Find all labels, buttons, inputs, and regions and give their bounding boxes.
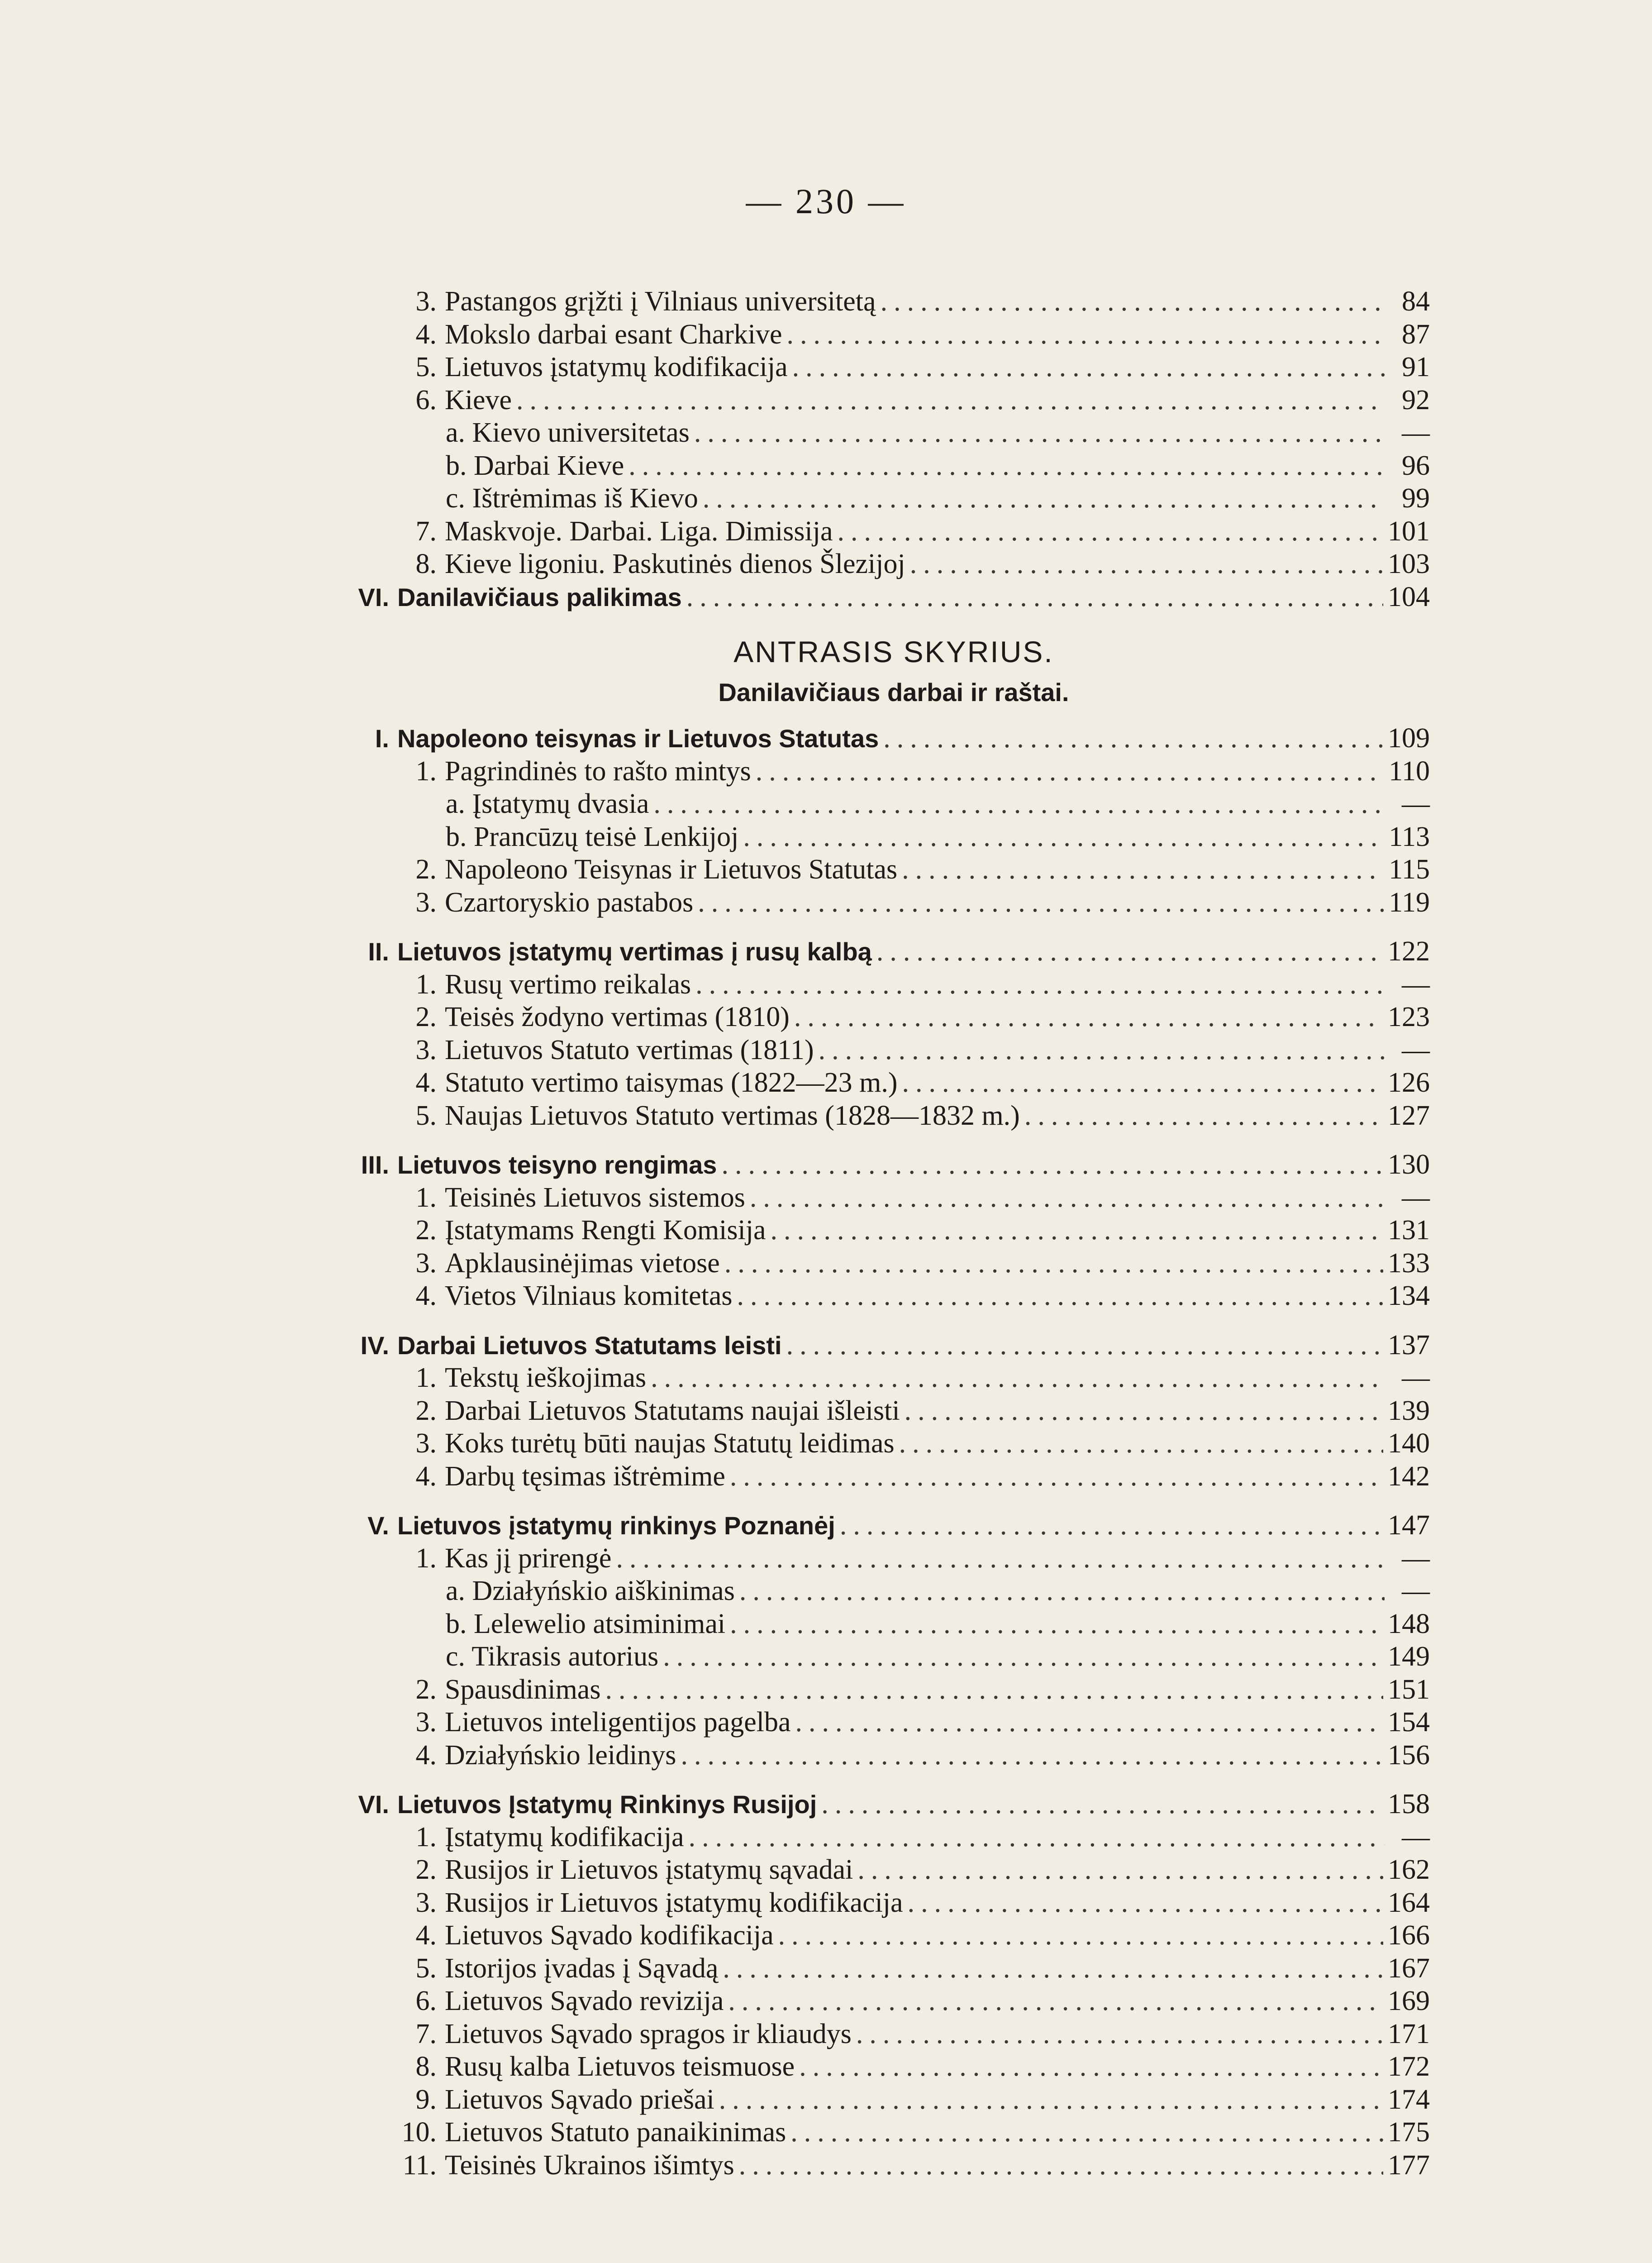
toc-entry-title: Kieve ligoniu. Paskutinės dienos Šlezijoj <box>445 549 905 579</box>
dot-leader <box>899 1427 1383 1460</box>
dot-leader <box>778 1919 1383 1952</box>
toc-entry-page: 175 <box>1388 2117 1430 2148</box>
toc-entry-number: 3. <box>415 887 437 918</box>
toc-entry <box>357 1575 1430 1608</box>
toc-entry-title: Pastangos grįžti į Vilniaus universitetą <box>445 286 876 317</box>
toc-entry <box>357 1886 1430 1919</box>
toc-entry-page: 101 <box>1388 516 1430 547</box>
toc-entry-title: Teisinės Lietuvos sistemos <box>445 1182 745 1213</box>
dot-leader <box>689 1821 1385 1854</box>
dot-leader <box>799 2050 1383 2083</box>
toc-entry-page: 122 <box>1388 936 1430 967</box>
toc-entry-page: — <box>1402 1182 1430 1213</box>
toc-entry <box>357 1673 1430 1706</box>
toc-entry-page: — <box>1402 788 1430 819</box>
dot-leader <box>737 1280 1383 1313</box>
dot-leader <box>856 2018 1383 2051</box>
toc-entry <box>357 1509 1430 1542</box>
toc-entry-page: 119 <box>1389 887 1430 918</box>
toc-entry-number: 3. <box>415 1034 437 1065</box>
toc-entry-title: a. Działyńskio aiškinimas <box>446 1576 735 1606</box>
toc-entry <box>357 853 1430 886</box>
toc-entry <box>357 482 1430 515</box>
toc-entry-number: 8. <box>415 549 437 579</box>
toc-entry <box>357 416 1430 449</box>
toc-entry-title: b. Lelewelio atsiminimai <box>446 1608 726 1639</box>
toc-entry <box>357 788 1430 821</box>
dot-leader <box>1024 1099 1383 1132</box>
toc-entry <box>357 1214 1430 1247</box>
toc-entry-page: 96 <box>1402 450 1430 481</box>
toc-entry-number: 9. <box>415 2084 437 2115</box>
toc-entry-title: Statuto vertimo taisymas (1822—23 m.) <box>445 1067 898 1098</box>
toc-entry-title: a. Įstatymų dvasia <box>446 788 649 819</box>
toc-entry-title: Kieve <box>445 384 512 415</box>
toc-entry-page: 142 <box>1388 1461 1430 1492</box>
toc-entry <box>357 1394 1430 1428</box>
toc-group-II <box>357 935 1430 1132</box>
toc-entry <box>357 1985 1430 2018</box>
toc-entry <box>357 581 1430 614</box>
dot-leader <box>910 548 1383 581</box>
toc-entry-page: 113 <box>1389 821 1430 852</box>
toc-entry <box>357 515 1430 548</box>
dot-leader <box>819 1034 1385 1067</box>
toc-entry-number: 10. <box>401 2117 437 2148</box>
toc-entry <box>357 2050 1430 2083</box>
toc-entry-title: b. Darbai Kieve <box>446 450 624 481</box>
toc-entry <box>357 1034 1430 1067</box>
toc-entry-number: 5. <box>415 1953 437 1984</box>
toc-entry-number: 8. <box>415 2051 437 2082</box>
dot-leader <box>881 285 1385 318</box>
dot-leader <box>857 1853 1383 1886</box>
toc-entry-page: — <box>1402 1542 1430 1574</box>
toc-entry <box>357 2018 1430 2051</box>
dot-leader <box>724 1247 1383 1280</box>
dot-leader <box>739 2149 1383 2182</box>
toc-entry <box>357 384 1430 417</box>
toc-entry <box>357 1099 1430 1132</box>
toc-entry-number: 3. <box>415 1887 437 1918</box>
toc-entry-title: Lietuvos Sąvado spragos ir kliaudys <box>445 2018 852 2049</box>
dot-leader <box>730 1608 1383 1641</box>
toc-entry-title: Koks turėtų būti naujas Statutų leidimas <box>445 1428 895 1459</box>
dot-leader <box>902 853 1384 886</box>
dot-leader <box>790 2116 1383 2149</box>
toc-entry-title: Lietuvos Sąvado kodifikacija <box>445 1920 774 1951</box>
toc-entry-number: 4. <box>415 1739 437 1771</box>
toc-entry-page: 99 <box>1402 483 1430 514</box>
toc-entry-page: 151 <box>1388 1674 1430 1705</box>
dot-leader <box>792 351 1385 384</box>
toc-entry-page: 140 <box>1388 1428 1430 1459</box>
toc-entry-title: a. Kievo universitetas <box>446 417 690 448</box>
toc-entry <box>357 821 1430 854</box>
toc-entry-title: Rusijos ir Lietuvos įstatymų kodifikacija <box>445 1887 903 1918</box>
toc-entry-page: 149 <box>1388 1641 1430 1672</box>
dot-leader <box>883 722 1383 755</box>
toc-entry-number: 2. <box>415 1215 437 1246</box>
toc-entry-title: Įstatymų kodifikacija <box>445 1821 684 1852</box>
dot-leader <box>719 2083 1383 2116</box>
toc-entry-title: Lietuvos Statuto panaikinimas <box>445 2117 786 2148</box>
toc-entry-page: 139 <box>1388 1395 1430 1426</box>
toc-entry-title: Lietuvos Sąvado revizija <box>445 1986 724 2016</box>
toc-entry-page: 126 <box>1388 1067 1430 1098</box>
toc-entry-number: 4. <box>415 1280 437 1311</box>
toc-entry-number: 2. <box>415 1674 437 1705</box>
toc-entry-title: Įstatymams Rengti Komisija <box>445 1215 766 1246</box>
toc-entry-number: 6. <box>415 384 437 415</box>
toc-entry <box>357 1361 1430 1394</box>
toc-entry-page: 84 <box>1402 286 1430 317</box>
toc-entry <box>357 1066 1430 1099</box>
toc-entry-title: Vietos Vilniaus komitetas <box>445 1280 733 1311</box>
toc-entry-page: 169 <box>1388 1986 1430 2016</box>
toc-entry-title: Rusų kalba Lietuvos teismuose <box>445 2051 795 2082</box>
toc-entry-number: 5. <box>415 1100 437 1131</box>
toc-entry-number: 4. <box>415 1920 437 1951</box>
dot-leader <box>756 755 1385 788</box>
toc-entry-title: Lietuvos teisyno rengimas <box>397 1151 717 1179</box>
dot-leader <box>840 1509 1383 1542</box>
toc-entry-page: 110 <box>1389 755 1430 787</box>
toc-entry-page: — <box>1402 417 1430 448</box>
toc-entry-page: 130 <box>1388 1149 1430 1180</box>
toc-entry-page: 137 <box>1388 1329 1430 1361</box>
toc-entry-number: 2. <box>415 1854 437 1885</box>
toc-entry <box>357 1821 1430 1854</box>
toc-entry <box>357 1739 1430 1772</box>
toc-entry-number: 5. <box>415 352 437 382</box>
toc-entry-page: 171 <box>1388 2018 1430 2049</box>
dot-leader <box>686 581 1383 614</box>
toc-entry <box>357 755 1430 788</box>
toc-entry-number: 1. <box>415 969 437 1000</box>
dot-leader <box>743 821 1384 854</box>
toc-entry <box>357 1640 1430 1673</box>
toc-entry-page: 156 <box>1388 1739 1430 1771</box>
toc-entry-page: 87 <box>1402 319 1430 350</box>
toc-entry-page: 177 <box>1388 2149 1430 2181</box>
toc-entry-number: 4. <box>415 1067 437 1098</box>
toc-entry-number: 4. <box>415 319 437 350</box>
toc-entry-page: — <box>1402 1821 1430 1852</box>
toc-entry-page: 167 <box>1388 1953 1430 1984</box>
toc-entry-title: Darbai Lietuvos Statutams naujai išleisti <box>445 1395 900 1426</box>
dot-leader <box>723 1952 1383 1985</box>
dot-leader <box>876 935 1383 968</box>
toc-entry <box>357 968 1430 1001</box>
dot-leader <box>694 416 1385 449</box>
dot-leader <box>616 1542 1385 1575</box>
toc-entry-number: 2. <box>415 854 437 885</box>
chapter-heading: ANTRASIS SKYRIUS. <box>733 635 1054 668</box>
toc-entry-title: Apklausinėjimas vietose <box>445 1247 720 1279</box>
toc-entry <box>357 1148 1430 1181</box>
toc-entry-title: Lietuvos Statuto vertimas (1811) <box>445 1034 814 1065</box>
toc-entry <box>357 285 1430 318</box>
toc-entry-number: II. <box>368 937 389 966</box>
toc-entry <box>357 1919 1430 1952</box>
toc-entry <box>357 449 1430 482</box>
toc-entry <box>357 722 1430 755</box>
toc-entry-number: 1. <box>415 1542 437 1574</box>
toc-entry-number: 3. <box>415 286 437 317</box>
toc-entry-page: 133 <box>1388 1247 1430 1279</box>
dot-leader <box>651 1361 1385 1394</box>
toc-group-III <box>357 1148 1430 1313</box>
toc-entry-page: 91 <box>1402 352 1430 382</box>
toc-entry-number: 4. <box>415 1461 437 1492</box>
toc-entry-number: VI. <box>358 1790 389 1819</box>
toc-entry-number: 2. <box>415 1002 437 1032</box>
toc-entry-title: Napoleono teisynas ir Lietuvos Statutas <box>397 724 879 753</box>
dot-leader <box>739 1575 1385 1608</box>
toc-entry-page: 131 <box>1388 1215 1430 1246</box>
toc-entry-title: Rusų vertimo reikalas <box>445 969 691 1000</box>
toc-entry-page: 164 <box>1388 1887 1430 1918</box>
toc-entry-number: 3. <box>415 1707 437 1738</box>
toc-entry <box>357 1329 1430 1362</box>
toc-entry-page: 92 <box>1402 384 1430 415</box>
toc-entry-page: 104 <box>1388 581 1430 612</box>
toc-entry <box>357 1460 1430 1493</box>
dot-leader <box>750 1181 1385 1214</box>
toc-entry-title: Tekstų ieškojimas <box>445 1362 647 1393</box>
toc-entry-number: V. <box>367 1511 389 1540</box>
dot-leader <box>721 1148 1383 1181</box>
toc-entry-title: Spausdinimas <box>445 1674 601 1705</box>
dot-leader <box>794 1001 1383 1034</box>
toc-entry-title: Lietuvos įstatymų kodifikacija <box>445 352 788 382</box>
toc-entry-page: 158 <box>1388 1789 1430 1819</box>
dot-leader <box>663 1640 1383 1673</box>
toc-group-IV <box>357 1329 1430 1493</box>
toc-entry-page: — <box>1402 1034 1430 1065</box>
toc-entry-number: I. <box>375 724 389 753</box>
toc-entry <box>357 886 1430 919</box>
toc-entry-number: VI. <box>358 582 389 611</box>
toc-entry-number: 1. <box>415 1182 437 1213</box>
toc-entry-page: 109 <box>1388 723 1430 754</box>
toc-entry-page: 127 <box>1388 1100 1430 1131</box>
toc-entry-number: 3. <box>415 1428 437 1459</box>
toc-entry-page: 123 <box>1388 1002 1430 1032</box>
toc-entry <box>357 1788 1430 1821</box>
chapter-subheading: Danilavičiaus darbai ir raštai. <box>718 678 1069 707</box>
toc-entry-title: Lietuvos įstatymų vertimas į rusų kalbą <box>397 937 872 966</box>
dot-leader <box>698 886 1384 919</box>
dot-leader <box>786 1329 1383 1362</box>
toc-entry-page: 134 <box>1388 1280 1430 1311</box>
dot-leader <box>908 1886 1383 1919</box>
dot-leader <box>628 449 1385 482</box>
toc-entry <box>357 935 1430 968</box>
toc-entry <box>357 1542 1430 1575</box>
toc-entry-page: 115 <box>1389 854 1430 885</box>
toc-entry-number: 2. <box>415 1395 437 1426</box>
toc-entry-title: Danilavičiaus palikimas <box>397 582 682 611</box>
page-number: — 230 — <box>746 181 906 221</box>
toc-entry-number: 1. <box>415 755 437 787</box>
toc-entry-title: Mokslo darbai esant Charkive <box>445 319 782 350</box>
toc-entry-number: 11. <box>402 2149 437 2181</box>
toc-entry-page: 174 <box>1388 2084 1430 2115</box>
toc-entry <box>357 2116 1430 2149</box>
toc-entry-number: 7. <box>415 2018 437 2049</box>
toc-entry-title: Rusijos ir Lietuvos įstatymų sąvadai <box>445 1854 853 1885</box>
toc-entry <box>357 1427 1430 1460</box>
dot-leader <box>771 1214 1384 1247</box>
dot-leader <box>728 1985 1383 2018</box>
dot-leader <box>905 1394 1383 1428</box>
toc-entry-page: 148 <box>1388 1608 1430 1639</box>
toc-entry-title: Naujas Lietuvos Statuto vertimas (1828—1832 m.) <box>445 1100 1020 1131</box>
toc-entry-page: 172 <box>1388 2051 1430 2082</box>
toc-entry-page: 154 <box>1388 1707 1430 1738</box>
toc-entry <box>357 1853 1430 1886</box>
toc-entry-title: Istorijos įvadas į Sąvadą <box>445 1953 719 1984</box>
dot-leader <box>653 788 1385 821</box>
toc-entry-title: b. Prancūzų teisė Lenkijoj <box>446 821 739 852</box>
toc-entry-page: — <box>1402 1362 1430 1393</box>
dot-leader <box>902 1066 1383 1099</box>
toc-entry-page: 103 <box>1388 549 1430 579</box>
toc-entry <box>357 1608 1430 1641</box>
dot-leader <box>787 318 1385 351</box>
toc-entry-title: Działyńskio leidinys <box>445 1739 676 1771</box>
toc-entry-title: Czartoryskio pastabos <box>445 887 694 918</box>
toc-entry-title: Darbų tęsimas ištrėmime <box>445 1461 725 1492</box>
toc-group-VI <box>357 1788 1430 2182</box>
dot-leader <box>838 515 1384 548</box>
toc-entry-title: c. Tikrasis autorius <box>446 1641 659 1672</box>
toc-entry <box>357 2083 1430 2116</box>
table-of-contents <box>357 285 1430 2182</box>
toc-entry-number: 6. <box>415 1986 437 2016</box>
toc-entry-number: 7. <box>415 516 437 547</box>
toc-entry-title: Pagrindinės to rašto mintys <box>445 755 751 787</box>
toc-group-continued <box>357 285 1430 613</box>
toc-entry-page: — <box>1402 969 1430 1000</box>
dot-leader <box>703 482 1385 515</box>
toc-entry <box>357 1280 1430 1313</box>
dot-leader <box>795 1706 1384 1739</box>
dot-leader <box>681 1739 1383 1772</box>
toc-entry-page: 147 <box>1388 1510 1430 1541</box>
toc-entry <box>357 548 1430 581</box>
toc-entry-number: III. <box>361 1151 389 1179</box>
toc-entry <box>357 1952 1430 1985</box>
toc-entry <box>357 318 1430 351</box>
toc-entry-page: 166 <box>1388 1920 1430 1951</box>
toc-entry-number: IV. <box>360 1331 389 1360</box>
toc-entry-title: Maskvoje. Darbai. Liga. Dimissija <box>445 516 833 547</box>
toc-entry-title: Lietuvos įstatymų rinkinys Poznanėj <box>397 1511 835 1540</box>
toc-entry-title: Kas jį prirengė <box>445 1542 612 1574</box>
toc-entry-title: c. Ištrėmimas iš Kievo <box>446 483 698 514</box>
toc-group-V <box>357 1509 1430 1771</box>
toc-entry-page: — <box>1402 1576 1430 1606</box>
dot-leader <box>821 1788 1383 1821</box>
toc-entry-title: Teisės žodyno vertimas (1810) <box>445 1002 790 1032</box>
dot-leader <box>605 1673 1383 1706</box>
toc-entry-number: 1. <box>415 1821 437 1852</box>
toc-entry <box>357 1001 1430 1034</box>
toc-entry <box>357 351 1430 384</box>
dot-leader <box>695 968 1385 1001</box>
toc-entry-page: 162 <box>1388 1854 1430 1885</box>
toc-group-I <box>357 722 1430 919</box>
dot-leader <box>516 384 1385 417</box>
toc-entry <box>357 1181 1430 1214</box>
toc-entry-title: Lietuvos Įstatymų Rinkinys Rusijoj <box>397 1790 817 1819</box>
toc-entry <box>357 1706 1430 1739</box>
toc-entry-title: Lietuvos inteligentijos pagelba <box>445 1707 791 1738</box>
toc-entry <box>357 2149 1430 2182</box>
toc-entry-title: Darbai Lietuvos Statutams leisti <box>397 1331 782 1360</box>
toc-entry-number: 3. <box>415 1247 437 1279</box>
toc-entry-title: Teisinės Ukrainos išimtys <box>445 2149 734 2181</box>
toc-entry-title: Lietuvos Sąvado priešai <box>445 2084 714 2115</box>
toc-entry-title: Napoleono Teisynas ir Lietuvos Statutas <box>445 854 898 885</box>
toc-entry-number: 1. <box>415 1362 437 1393</box>
toc-entry <box>357 1247 1430 1280</box>
dot-leader <box>730 1460 1383 1493</box>
